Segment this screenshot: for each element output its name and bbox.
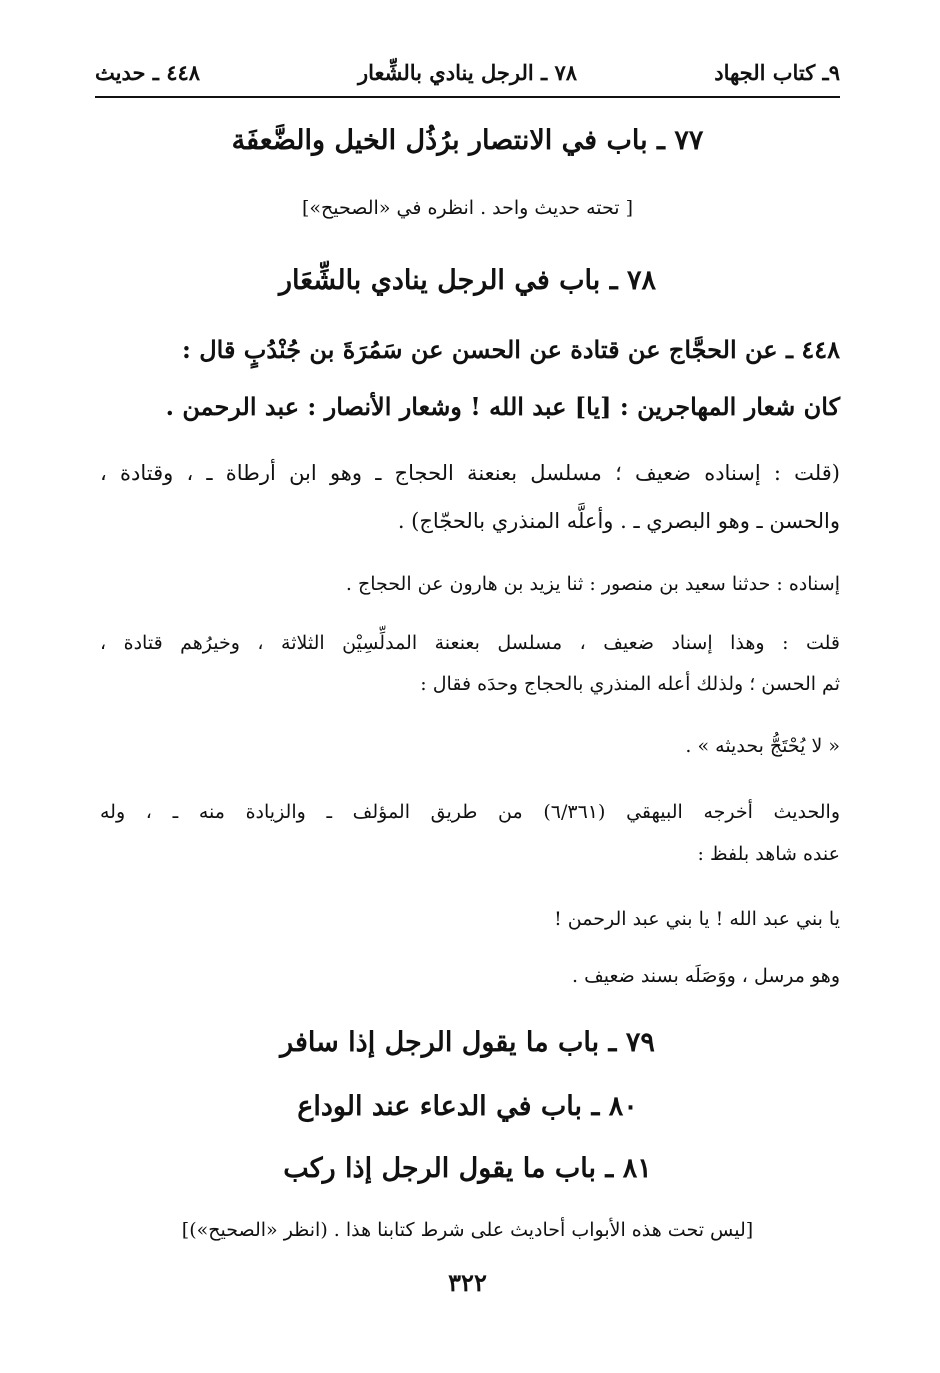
commentary-p5-line1: والحديث أخرجه البيهقي (٦/٣٦١) من طريق المؤلف ـ والزيادة منه ـ ، وله	[100, 801, 840, 823]
chapter-77-title: ٧٧ ـ باب في الانتصار برُذُل الخيل والضَّعفَة	[231, 125, 704, 156]
witness-text: يا بني عبد الله ! يا بني عبد الرحمن !	[554, 908, 840, 930]
commentary-p1-line2: والحسن ـ وهو البصري ـ . وأعلَّه المنذري بالحجّاج) .	[397, 509, 840, 533]
commentary-isnad: إسناده : حدثنا سعيد بن منصور : ثنا يزيد بن هارون عن الحجاج .	[345, 573, 840, 595]
chapters-79-81-note: [ليس تحت هذه الأبواب أحاديث على شرط كتابنا هذا . (انظر «الصحيح»)]	[181, 1219, 754, 1241]
running-header	[95, 58, 840, 98]
commentary-p5-line2: عنده شاهد بلفظ :	[697, 843, 840, 865]
header-book-title: ٩ـ كتاب الجهاد	[714, 60, 840, 85]
chapter-77-note: [ تحته حديث واحد . انظره في «الصحيح»]	[301, 197, 633, 219]
chapter-80-title: ٨٠ ـ باب في الدعاء عند الوداع	[297, 1091, 638, 1122]
chapter-81-title: ٨١ ـ باب ما يقول الرجل إذا ركب	[283, 1153, 652, 1184]
commentary-p3-line1: قلت : وهذا إسناد ضعيف ، مسلسل بعنعنة المدلِّسِيْن الثلاثة ، وخيرُهم قتادة ،	[100, 632, 840, 654]
hadith-448-text: كان شعار المهاجرين : [يا] عبد الله ! وشعار الأنصار : عبد الرحمن .	[165, 392, 840, 421]
commentary-quote: « لا يُحْتَجُّ بحديثه » .	[685, 735, 840, 757]
chapter-78-title: ٧٨ ـ باب في الرجل ينادي بالشِّعَار	[278, 265, 657, 296]
chapter-79-title: ٧٩ ـ باب ما يقول الرجل إذا سافر	[280, 1027, 655, 1058]
hadith-448-isnad: ٤٤٨ ـ عن الحجَّاج عن قتادة عن الحسن عن سَمُرَةَ بن جُنْدُبٍ قال :	[182, 335, 840, 364]
commentary-p3-line2: ثم الحسن ؛ ولذلك أعله المنذري بالحجاج وحدَه فقال :	[420, 673, 840, 695]
header-chapter-title: ٧٨ ـ الرجل ينادي بالشِّعار	[357, 60, 578, 85]
header-hadith-number: ٤٤٨ ـ حديث	[95, 60, 201, 85]
commentary-p1-line1: (قلت : إسناده ضعيف ؛ مسلسل بعنعنة الحجاج ـ وهو ابن أرطاة ـ ، وقتادة ،	[100, 461, 840, 485]
witness-grading: وهو مرسل ، ووَصَلَه بسند ضعيف .	[572, 965, 840, 987]
page-number: ٣٢٢	[448, 1268, 487, 1297]
